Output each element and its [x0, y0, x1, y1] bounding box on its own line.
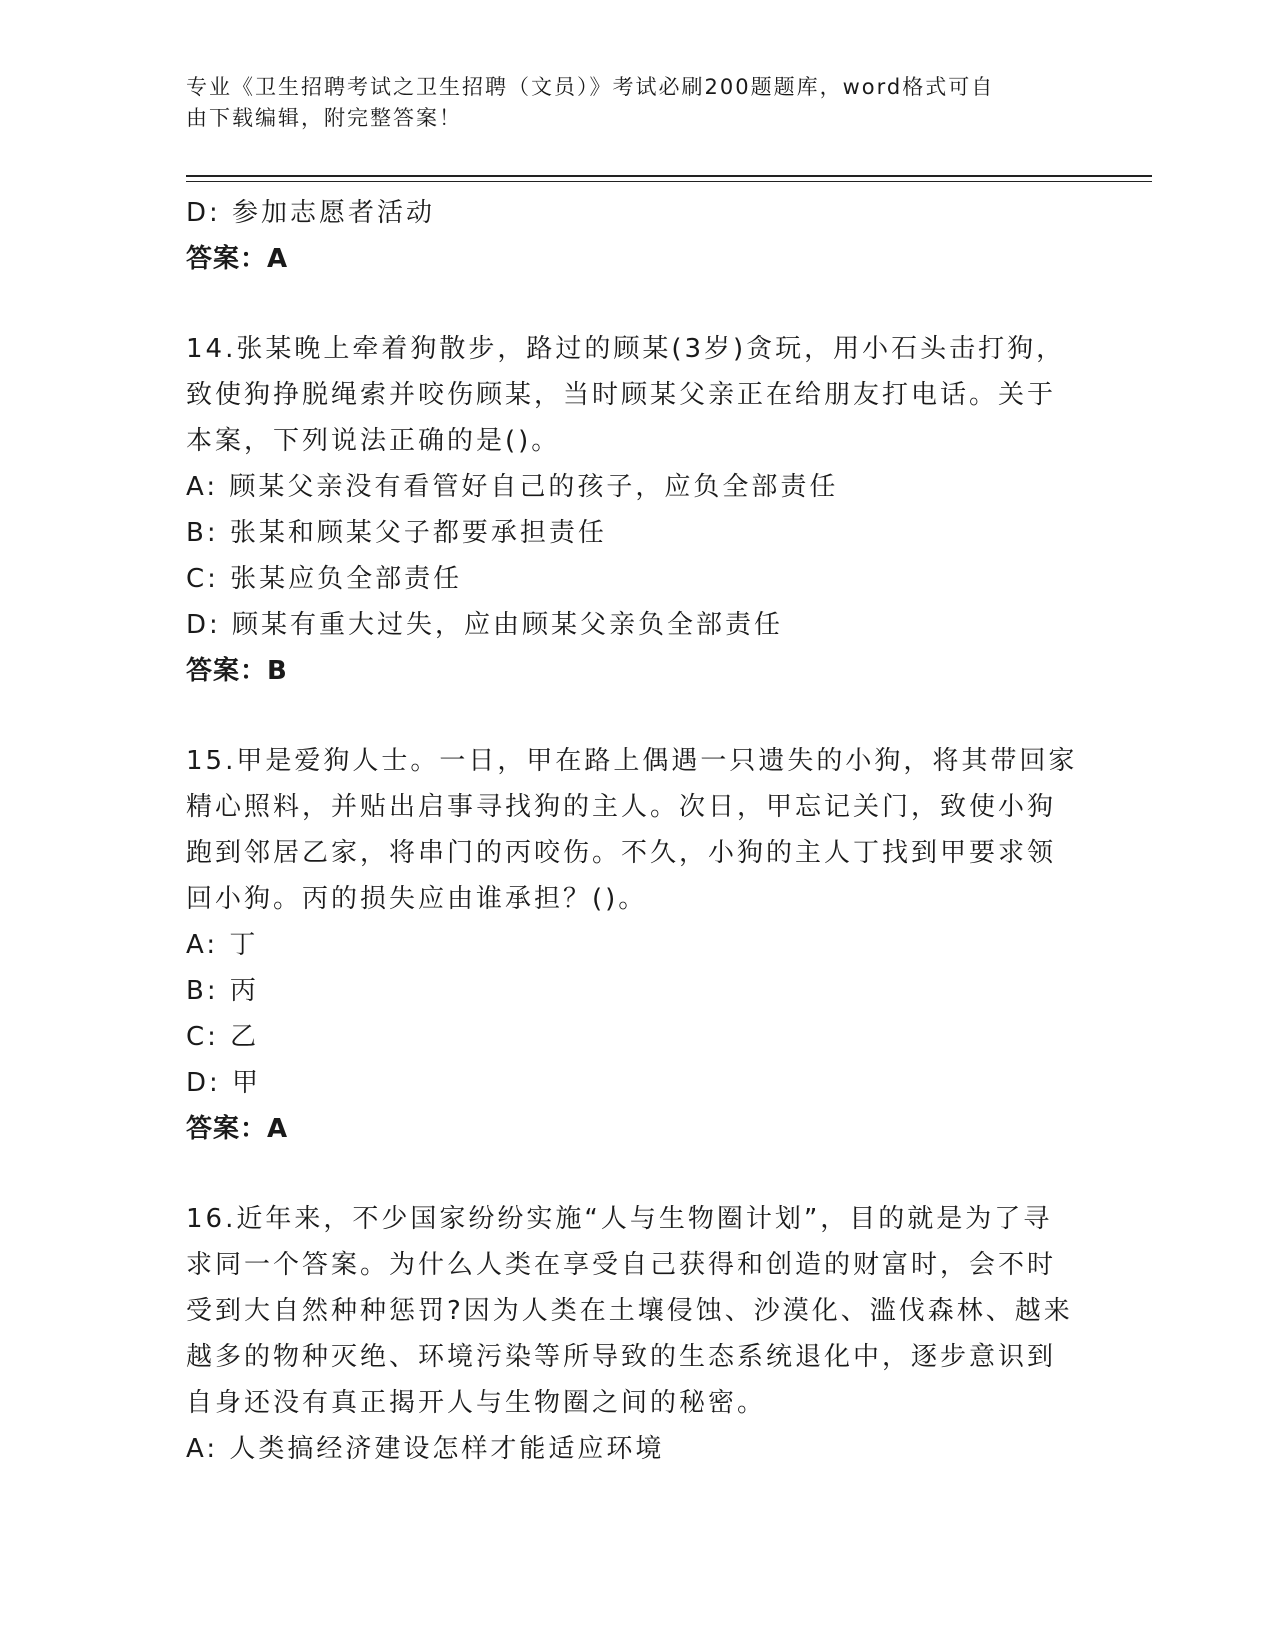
- answer-line: 答案：A: [186, 1114, 289, 1144]
- option-c: C: 乙: [186, 1022, 260, 1052]
- option-d: D: 顾某有重大过失，应由顾某父亲负全部责任: [186, 610, 784, 640]
- option-b: B: 丙: [186, 976, 259, 1006]
- document-header: [186, 72, 1066, 134]
- option-a: A: 顾某父亲没有看管好自己的孩子，应负全部责任: [186, 472, 839, 502]
- question-stem-line: 致使狗挣脱绳索并咬伤顾某，当时顾某父亲正在给朋友打电话。关于: [186, 380, 1057, 410]
- question-stem-line: 回小狗。丙的损失应由谁承担？()。: [186, 884, 648, 914]
- option-a: A: 丁: [186, 930, 259, 960]
- question-stem-line: 跑到邻居乙家，将串门的丙咬伤。不久，小狗的主人丁找到甲要求领: [186, 838, 1057, 868]
- question-stem-line: 受到大自然种种惩罚?因为人类在土壤侵蚀、沙漠化、滥伐森林、越来: [186, 1296, 1073, 1326]
- question-stem-line: 自身还没有真正揭开人与生物圈之间的秘密。: [186, 1388, 767, 1418]
- document-body: [186, 190, 1086, 1472]
- question-14: [186, 326, 1086, 694]
- header-rule-thick: [186, 175, 1152, 177]
- option-a: A: 人类搞经济建设怎样才能适应环境: [186, 1434, 665, 1464]
- option-c: C: 张某应负全部责任: [186, 564, 463, 594]
- question-stem-line: 本案，下列说法正确的是()。: [186, 426, 561, 456]
- question-stem-line: 精心照料，并贴出启事寻找狗的主人。次日，甲忘记关门，致使小狗: [186, 792, 1057, 822]
- question-15: [186, 738, 1086, 1152]
- answer-line: 答案：A: [186, 244, 289, 274]
- option-b: B: 张某和顾某父子都要承担责任: [186, 518, 607, 548]
- header-rule-thin: [186, 181, 1152, 182]
- question-stem-line: 15.甲是爱狗人士。一日，甲在路上偶遇一只遗失的小狗，将其带回家: [186, 746, 1078, 776]
- question-stem-line: 越多的物种灭绝、环境污染等所导致的生态系统退化中，逐步意识到: [186, 1342, 1057, 1372]
- header-line-1: 专业《卫生招聘考试之卫生招聘（文员）》考试必刷200题题库，word格式可自: [186, 75, 995, 99]
- question-stem-line: 14.张某晚上牵着狗散步，路过的顾某(3岁)贪玩，用小石头击打狗，: [186, 334, 1066, 364]
- question-16: [186, 1196, 1086, 1472]
- option-d: D: 甲: [186, 1068, 262, 1098]
- prev-question-block: [186, 190, 1086, 282]
- option-d: D: 参加志愿者活动: [186, 198, 436, 228]
- question-stem-line: 求同一个答案。为什么人类在享受自己获得和创造的财富时，会不时: [186, 1250, 1057, 1280]
- answer-line: 答案：B: [186, 656, 288, 686]
- header-line-2: 由下载编辑，附完整答案！: [186, 106, 462, 130]
- question-stem-line: 16.近年来，不少国家纷纷实施“人与生物圈计划”，目的就是为了寻: [186, 1204, 1053, 1234]
